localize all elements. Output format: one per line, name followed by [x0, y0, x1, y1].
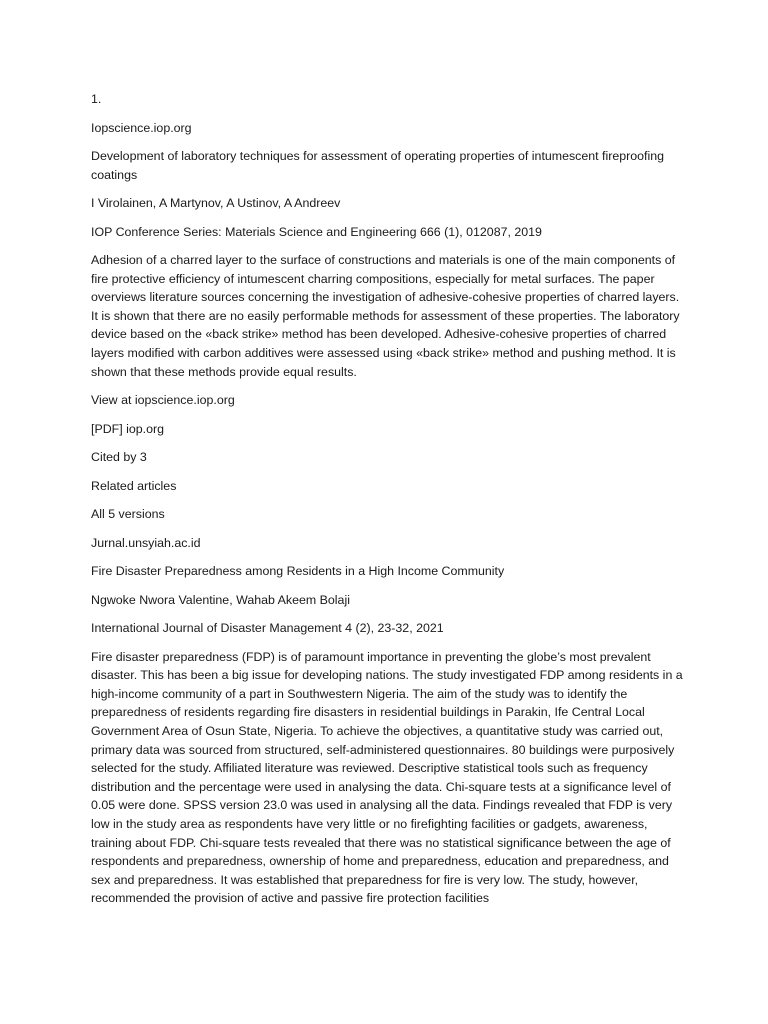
related-articles-link[interactable]: Related articles	[91, 478, 177, 493]
result-abstract: Adhesion of a charred layer to the surface of constructions and materials is one of the main components of fire protective efficiency of intumescent charring compositions, especially for metal surfaces. The paper overviews literature sources concerning the investigation of adhesive-cohesive properties of charred layers. It is shown that there are no easily performable methods for assessment of these properties. The laboratory device based on the «back strike» method has been developed. Adhesive-cohesive properties of charred layers modified with carbon additives were assessed using «back strike» method and pushing method. It is shown that these methods provide equal results.	[91, 253, 680, 379]
result-2	[91, 534, 685, 908]
cited-by-link[interactable]: Cited by 3	[91, 450, 147, 465]
result-authors: Ngwoke Nwora Valentine, Wahab Akeem Bolaji	[91, 592, 350, 607]
result-journal: International Journal of Disaster Management 4 (2), 23-32, 2021	[91, 621, 444, 636]
view-link[interactable]: View at iopscience.iop.org	[91, 393, 235, 408]
document-page	[91, 90, 685, 918]
item-number: 1.	[91, 92, 102, 106]
result-title[interactable]: Development of laboratory techniques for assessment of operating properties of intumescent fireproofing coatings	[91, 149, 665, 182]
result-source: Iopscience.iop.org	[91, 120, 192, 135]
all-versions-link[interactable]: All 5 versions	[91, 507, 165, 522]
result-journal: IOP Conference Series: Materials Science and Engineering 666 (1), 012087, 2019	[91, 224, 542, 239]
result-source: Jurnal.unsyiah.ac.id	[91, 535, 201, 550]
result-title[interactable]: Fire Disaster Preparedness among Residents in a High Income Community	[91, 564, 505, 579]
pdf-link[interactable]: [PDF] iop.org	[91, 421, 164, 436]
result-abstract: Fire disaster preparedness (FDP) is of paramount importance in preventing the globe’s most prevalent disaster. This has been a big issue for developing nations. The study investigated FDP among residents in a high-income community of a part in Southwestern Nigeria. The aim of the study was to identify the preparedness of residents regarding fire disasters in residential buildings in Parakin, Ife Central Local Government Area of Osun State, Nigeria. To achieve the objectives, a quantitative study was carried out, primary data was sourced from structured, self-administered questionnaires. 80 buildings were purposively selected for the study. Affiliated literature was reviewed. Descriptive statistical tools such as frequency distribution and the percentage were used in analysing the data. Chi-square tests at a significance level of 0.05 were done. SPSS version 23.0 was used in analysing all the data. Findings revealed that FDP is very low in the study area as respondents have very little or no firefighting facilities or gadgets, awareness, training about FDP. Chi-square tests revealed that there was no statistical significance between the age of respondents and preparedness, ownership of home and preparedness, education and preparedness, and sex and preparedness. It was established that preparedness for fire is very low. The study, however, recommended the provision of active and passive fire protection facilities	[91, 649, 683, 906]
result-1	[91, 119, 685, 524]
result-authors: I Virolainen, A Martynov, A Ustinov, A Andreev	[91, 196, 341, 210]
